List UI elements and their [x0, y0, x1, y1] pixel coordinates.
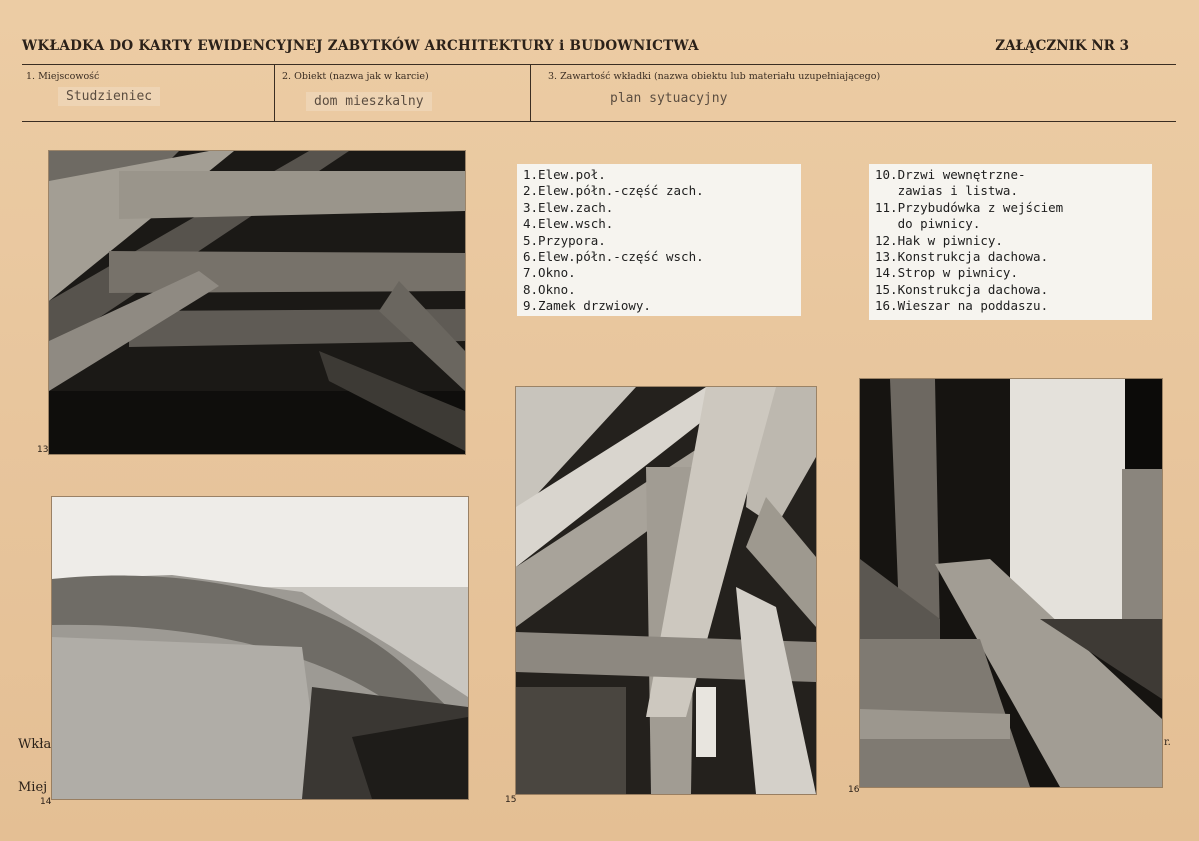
object-label: 2. Obiekt (nazwa jak w karcie)	[282, 71, 429, 82]
photo-number-16: 16	[848, 785, 860, 795]
legend-item: 9.Zamek drzwiowy.	[523, 298, 651, 314]
legend-list-10-16	[869, 164, 1152, 320]
legend-item: 4.Elew.wsch.	[523, 216, 614, 232]
underlying-sheet-text: Miej	[18, 780, 48, 795]
legend-item: 13.Konstrukcja dachowa.	[875, 249, 1049, 265]
legend-item: 14.Strop w piwnicy.	[875, 265, 1018, 281]
legend-item: do piwnicy.	[875, 216, 981, 232]
header-rule-bottom	[22, 121, 1176, 122]
legend-item: 11.Przybudówka z wejściem	[875, 199, 1064, 215]
photo-roof-construction-15	[516, 387, 816, 794]
contents-label: 3. Zawartość wkładki (nazwa obiektu lub materiału uzupełniającego)	[548, 71, 881, 82]
legend-item: 12.Hak w piwnicy.	[875, 232, 1003, 248]
legend-item: 10.Drzwi wewnętrzne-	[875, 167, 1026, 182]
locality-label: 1. Miejscowość	[26, 71, 100, 82]
legend-item: 15.Konstrukcja dachowa.	[875, 281, 1049, 297]
contents-value: plan sytuacyjny	[610, 91, 728, 106]
legend-item: 2.Elew.półn.-część zach.	[523, 183, 704, 199]
legend-item: 16.Wieszar na poddaszu.	[875, 298, 1049, 314]
annex-number: ZAŁĄCZNIK NR 3	[995, 38, 1129, 54]
legend-item: 6.Elew.półn.-część wsch.	[523, 249, 704, 265]
field-divider-2	[530, 64, 531, 121]
photo-number-15: 15	[505, 795, 517, 805]
object-value: dom mieszkalny	[306, 92, 432, 111]
locality-value: Studzieniec	[58, 87, 160, 106]
legend-item: 8.Okno.	[523, 281, 576, 297]
underlying-sheet-text: Wkła	[18, 737, 52, 752]
header-rule-top	[22, 64, 1176, 65]
legend-item: zawias i listwa.	[875, 183, 1018, 199]
field-divider-1	[274, 64, 275, 121]
underlying-sheet-text: r.	[1164, 737, 1171, 748]
legend-item: 1.Elew.poł.	[523, 167, 606, 182]
legend-item: 7.Okno.	[523, 265, 576, 281]
legend-list-1-9	[517, 164, 801, 316]
photo-attic-hanger-16	[860, 379, 1162, 787]
legend-item: 5.Przypora.	[523, 232, 606, 248]
photo-roof-construction-13	[49, 151, 465, 454]
photo-number-14: 14	[40, 797, 52, 807]
photo-cellar-ceiling-14	[52, 497, 468, 799]
sheet-title: WKŁADKA DO KARTY EWIDENCYJNEJ ZABYTKÓW ARCHITEKTURY i BUDOWNICTWA	[22, 38, 699, 54]
legend-item: 3.Elew.zach.	[523, 199, 614, 215]
photo-number-13: 13	[37, 445, 49, 455]
